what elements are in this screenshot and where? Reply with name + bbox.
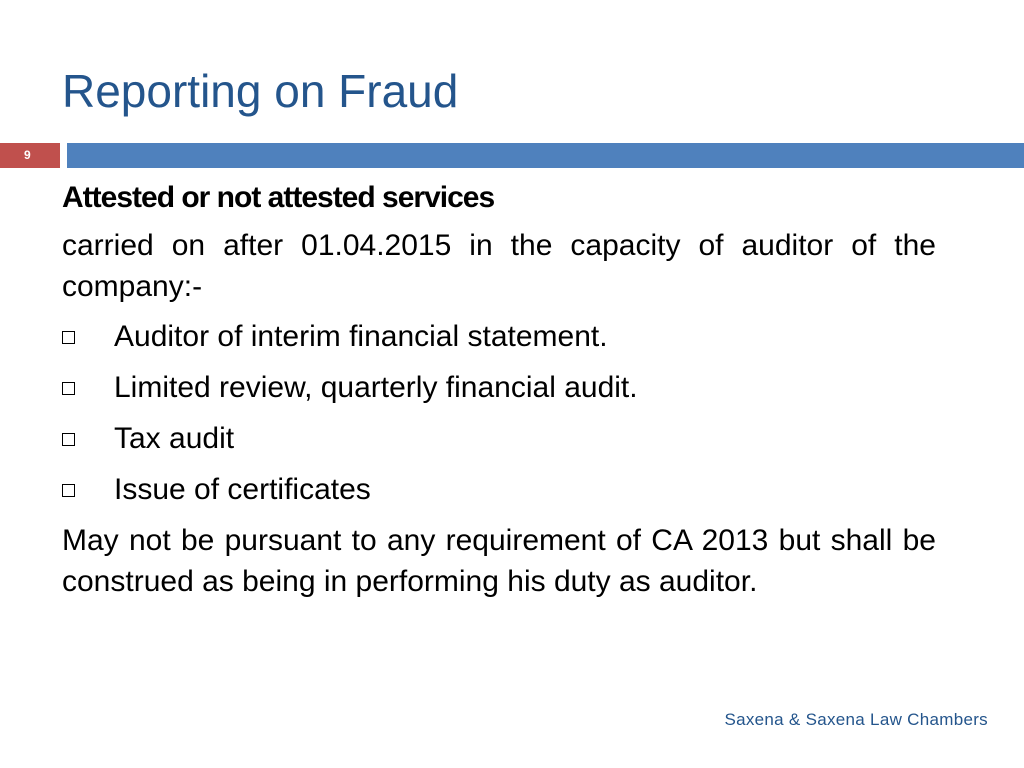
conclusion-paragraph: May not be pursuant to any requirement of CA 2013 but shall be construed as being in performing his duty as auditor. xyxy=(62,524,936,598)
bullet-text: Tax audit xyxy=(114,422,235,455)
bullet-item xyxy=(62,362,936,413)
bullet-text: Issue of certificates xyxy=(114,473,371,506)
hollow-square-icon xyxy=(62,484,75,497)
hollow-square-icon xyxy=(62,382,75,395)
subheading: Attested or not attested services xyxy=(62,181,495,214)
bullet-text: Auditor of interim financial statement. xyxy=(114,320,608,353)
bullet-list xyxy=(62,311,936,515)
slide-body xyxy=(62,176,936,602)
slide-number: 9 xyxy=(0,143,60,168)
slide-title: Reporting on Fraud xyxy=(62,65,459,117)
hollow-square-icon xyxy=(62,433,75,446)
bullet-item xyxy=(62,413,936,464)
bullet-item xyxy=(62,464,936,515)
bullet-text: Limited review, quarterly financial audit. xyxy=(114,371,638,404)
bullet-item xyxy=(62,311,936,362)
hollow-square-icon xyxy=(62,331,75,344)
intro-paragraph: carried on after 01.04.2015 in the capacity of auditor of the company:- xyxy=(62,229,936,303)
title-underline-bar xyxy=(67,143,1024,168)
footer-firm-name: Saxena & Saxena Law Chambers xyxy=(724,710,988,729)
